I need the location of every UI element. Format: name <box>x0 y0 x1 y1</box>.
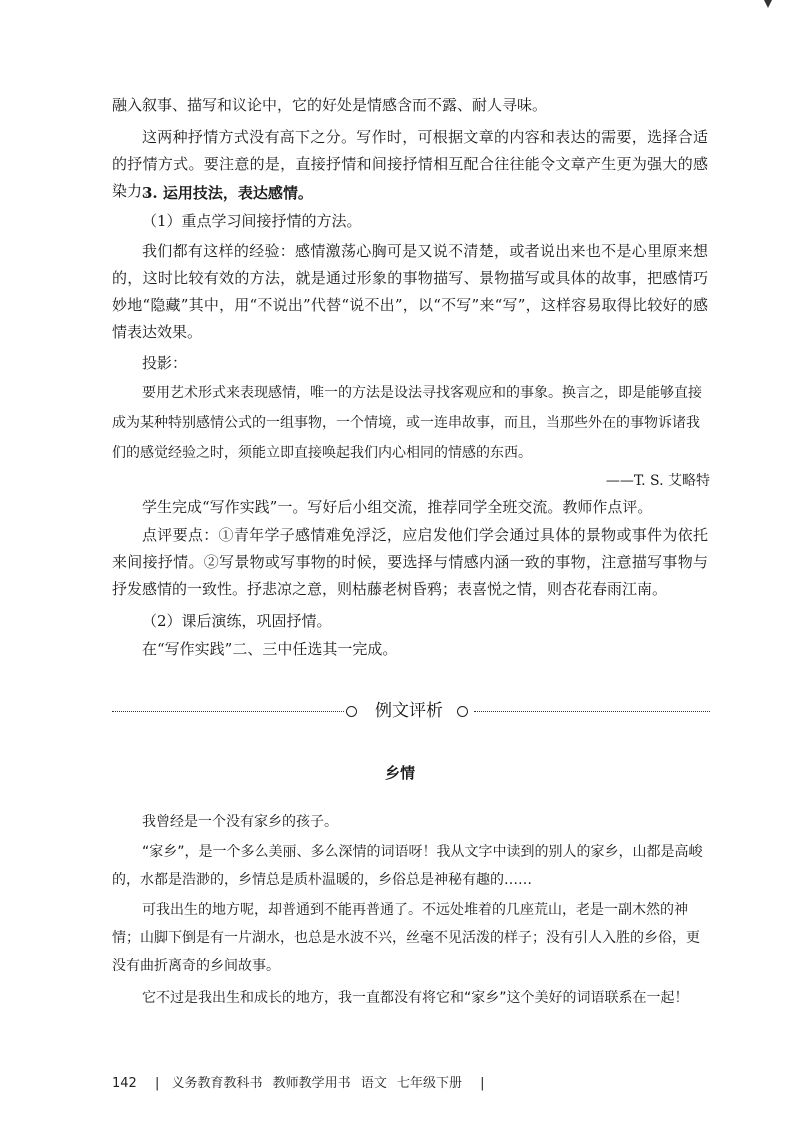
quote-attribution: ——T. S. 艾略特 <box>605 473 710 489</box>
book-grade: 七年级下册 <box>396 1076 462 1091</box>
essay-title: 乡情 <box>384 764 415 782</box>
paragraph-choose: 在“写作实践”二、三中任选其一完成。 <box>142 640 398 658</box>
divider-dots-left <box>112 711 344 712</box>
section-divider <box>112 700 710 722</box>
eliot-quote: 要用艺术形式来表现感情，唯一的方法是设法寻找客观应和的事象。换言之，即是能够直接成为某种特别感情公式的一组事物，一个情境，或一连串故事，而且，当那些外在的事物诉诸我们的感觉经验之时，须能立即直接唤起我们内心相同的情感的东西。 <box>112 385 702 461</box>
subheading-1: （1）重点学习间接抒情的方法。 <box>142 212 362 230</box>
essay-paragraph-4: 它不过是我出生和成长的地方，我一直都没有将它和“家乡”这个美好的词语联系在一起！ <box>142 990 689 1006</box>
section-title: 例文评析 <box>375 701 443 721</box>
book-series: 义务教育教科书 <box>171 1076 263 1091</box>
subheading-2: （2）课后演练，巩固抒情。 <box>142 612 332 630</box>
divider-ring-left-icon <box>346 706 357 717</box>
book-subject: 语文 <box>360 1076 387 1091</box>
projection-label: 投影： <box>142 354 188 372</box>
divider-dots-right <box>474 711 710 712</box>
footer-separator: | <box>154 1076 160 1091</box>
footer-separator-end: | <box>480 1076 485 1091</box>
essay-paragraph-3: 可我出生的地方呢，却普通到不能再普通了。不远处堆着的几座荒山，老是一副木然的神情；山脚下倒是有一片湖水，也总是水波不兴，丝毫不见活泼的样子；没有引人入胜的乡俗，更没有曲折离奇的乡间故事。 <box>112 902 700 974</box>
page-footer <box>112 1072 493 1091</box>
paragraph-experience: 我们都有这样的经验：感情激荡心胸可是又说不清楚，或者说出来也不是心里原来想的，这时比较有效的方法，就是通过形象的事物描写、景物描写或具体的故事，把感情巧妙地“隐藏”其中，用“不说出”代替“说不出”，以“不写”来“写”，这样容易取得比较好的感情表达效果。 <box>112 242 708 341</box>
divider-ring-right-icon <box>457 706 468 717</box>
book-type: 教师教学用书 <box>272 1076 351 1091</box>
paragraph-continuation: 融入叙事、描写和议论中，它的好处是情感含而不露、耐人寻味。 <box>112 96 548 114</box>
paragraph-methods: 这两种抒情方式没有高下之分。写作时，可根据文章的内容和表达的需要，选择合适的抒情方式。要注意的是，直接抒情和间接抒情相互配合往往能令文章产生更为强大的感染力。 <box>112 128 708 200</box>
corner-mark <box>764 0 772 8</box>
essay-paragraph-1: 我曾经是一个没有家乡的孩子。 <box>142 814 338 830</box>
heading-step-3: 3. 运用技法，表达感情。 <box>142 184 313 202</box>
page-number: 142 <box>112 1076 137 1091</box>
paragraph-comment-points: 点评要点：①青年学子感情难免浮泛，应启发他们学会通过具体的景物或事件为依托来间接抒情。②写景物或写事物的时候，要选择与情感内涵一致的事物，注意描写事物与抒发感情的一致性。抒悲凉之意，则枯藤老树昏鸦；表喜悦之情，则杏花春雨江南。 <box>112 526 708 598</box>
paragraph-practice: 学生完成“写作实践”一。写好后小组交流，推荐同学全班交流。教师作点评。 <box>142 498 653 516</box>
essay-paragraph-2: “家乡”，是一个多么美丽、多么深情的词语呀！我从文字中读到的别人的家乡，山都是高峻的，水都是浩渺的，乡情总是质朴温暖的，乡俗总是神秘有趣的…… <box>112 844 703 888</box>
